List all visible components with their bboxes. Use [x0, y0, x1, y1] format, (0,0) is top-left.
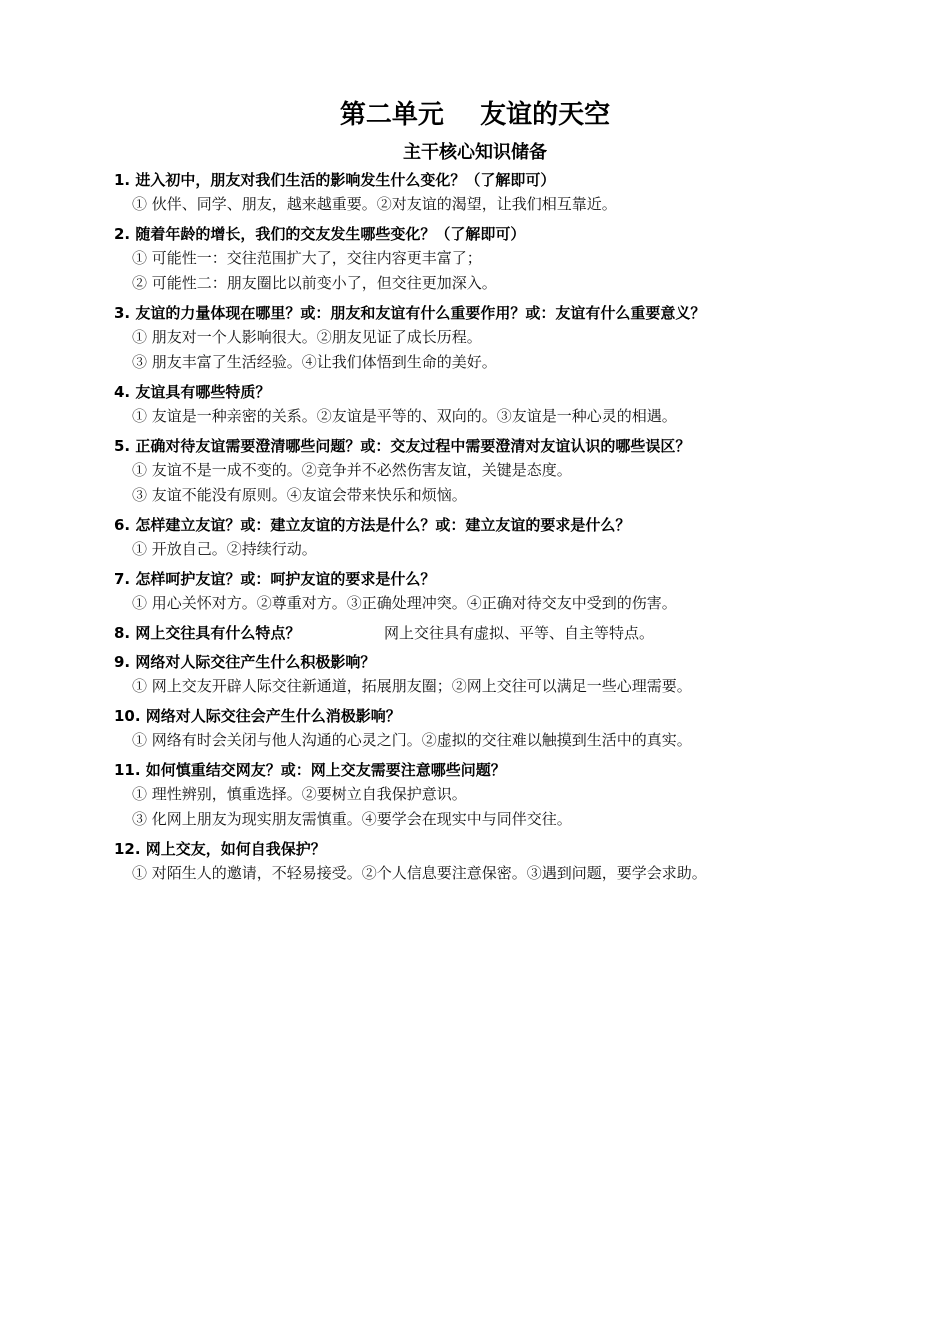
question-line — [114, 434, 894, 458]
answer-line: ① 朋友对一个人影响很大。②朋友见证了成长历程。 — [132, 328, 482, 346]
question-text: 6. 怎样建立友谊？或：建立友谊的方法是什么？或：建立友谊的要求是什么？ — [114, 516, 631, 534]
qa-item — [114, 567, 894, 616]
answer-line: ① 网上交友开辟人际交往新通道，拓展朋友圈；②网上交往可以满足一些心理需要。 — [132, 677, 692, 695]
question-text: 1. 进入初中，朋友对我们生活的影响发生什么变化？（了解即可） — [114, 171, 556, 189]
qa-item — [114, 758, 894, 832]
question-line — [114, 758, 894, 782]
answer-line: ① 理性辨别，慎重选择。②要树立自我保护意识。 — [132, 785, 467, 803]
question-line — [114, 513, 894, 537]
question-text: 9. 网络对人际交往产生什么积极影响？ — [114, 653, 376, 671]
qa-item — [114, 434, 894, 508]
qa-item — [114, 301, 894, 375]
question-text: 10. 网络对人际交往会产生什么消极影响？ — [114, 707, 401, 725]
question-text: 12. 网上交友，如何自我保护？ — [114, 840, 326, 858]
qa-item — [114, 621, 894, 645]
question-line — [114, 380, 894, 404]
question-line — [114, 650, 894, 674]
question-line — [114, 621, 894, 645]
answer-line: ① 友谊是一种亲密的关系。②友谊是平等的、双向的。③友谊是一种心灵的相遇。 — [132, 407, 677, 425]
question-text: 3. 友谊的力量体现在哪里？或：朋友和友谊有什么重要作用？或：友谊有什么重要意义？ — [114, 304, 706, 322]
question-text: 7. 怎样呵护友谊？或：呵护友谊的要求是什么？ — [114, 570, 436, 588]
page-title: 第二单元 友谊的天空 — [339, 100, 611, 130]
qa-item — [114, 513, 894, 562]
inline-answer: 网上交往具有虚拟、平等、自主等特点。 — [384, 624, 655, 642]
qa-item — [114, 168, 894, 217]
answer-line: ② 可能性二：朋友圈比以前变小了，但交往更加深入。 — [132, 274, 497, 292]
question-line — [114, 704, 894, 728]
qa-item — [114, 222, 894, 296]
qa-item — [114, 380, 894, 429]
answer-line: ① 用心关怀对方。②尊重对方。③正确处理冲突。④正确对待交友中受到的伤害。 — [132, 594, 677, 612]
answer-line: ① 可能性一：交往范围扩大了，交往内容更丰富了； — [132, 249, 482, 267]
qa-item — [114, 704, 894, 753]
answer-line: ③ 友谊不能没有原则。④友谊会带来快乐和烦恼。 — [132, 486, 467, 504]
page-subtitle: 主干核心知识储备 — [403, 142, 547, 163]
answer-line: ① 伙伴、同学、朋友，越来越重要。②对友谊的渴望，让我们相互靠近。 — [132, 195, 617, 213]
qa-list — [114, 168, 894, 891]
answer-line: ① 友谊不是一成不变的。②竞争并不必然伤害友谊，关键是态度。 — [132, 461, 572, 479]
question-line — [114, 168, 894, 192]
question-text: 11. 如何慎重结交网友？或：网上交友需要注意哪些问题？ — [114, 761, 506, 779]
question-line — [114, 837, 894, 861]
question-line — [114, 301, 894, 325]
question-line — [114, 567, 894, 591]
question-text: 8. 网上交往具有什么特点？ — [114, 624, 301, 642]
qa-item — [114, 650, 894, 699]
answer-line: ① 开放自己。②持续行动。 — [132, 540, 317, 558]
question-text: 5. 正确对待友谊需要澄清哪些问题？或：交友过程中需要澄清对友谊认识的哪些误区？ — [114, 437, 691, 455]
question-text: 2. 随着年龄的增长，我们的交友发生哪些变化？（了解即可） — [114, 225, 526, 243]
qa-item — [114, 837, 894, 886]
answer-line: ③ 朋友丰富了生活经验。④让我们体悟到生命的美好。 — [132, 353, 497, 371]
question-line — [114, 222, 894, 246]
question-text: 4. 友谊具有哪些特质？ — [114, 383, 271, 401]
answer-line: ③ 化网上朋友为现实朋友需慎重。④要学会在现实中与同伴交往。 — [132, 810, 572, 828]
answer-line: ① 网络有时会关闭与他人沟通的心灵之门。②虚拟的交往难以触摸到生活中的真实。 — [132, 731, 692, 749]
answer-line: ① 对陌生人的邀请，不轻易接受。②个人信息要注意保密。③遇到问题，要学会求助。 — [132, 864, 707, 882]
